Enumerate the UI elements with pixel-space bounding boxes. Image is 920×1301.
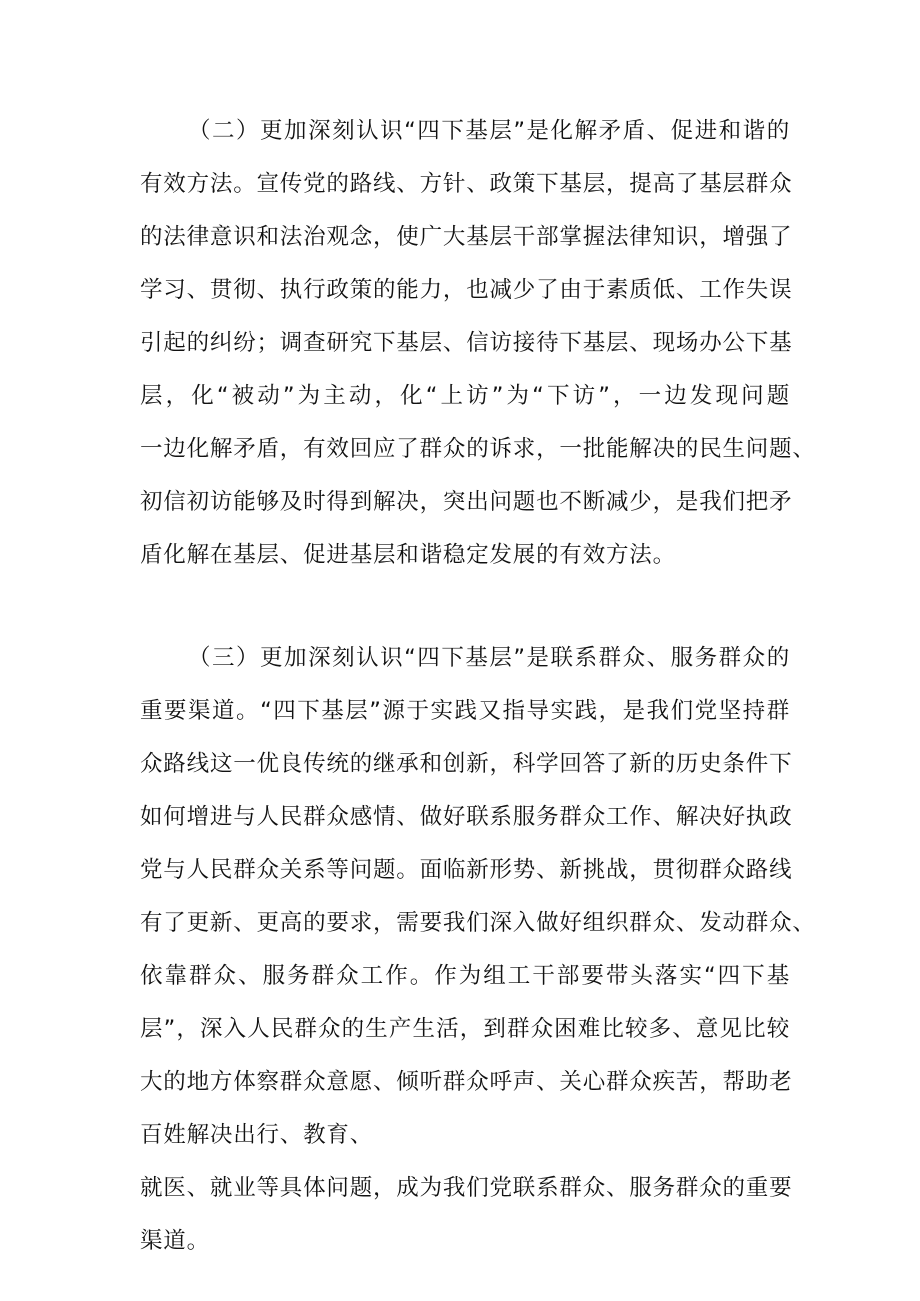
paragraph-line: 如何增进与人民群众感情、做好联系服务群众工作、解决好执政 bbox=[140, 804, 793, 830]
paragraph-line: 的法律意识和法治观念，使广大基层干部掌握法律知识，增强了 bbox=[140, 224, 793, 250]
paragraph-line: 盾化解在基层、促进基层和谐稳定发展的有效方法。 bbox=[140, 542, 676, 568]
paragraph-line: 有效方法。宣传党的路线、方针、政策下基层，提高了基层群众 bbox=[140, 171, 793, 197]
paragraph-line: 大的地方体察群众意愿、倾听群众呼声、关心群众疾苦，帮助老 bbox=[140, 1069, 793, 1095]
paragraph-line: 学习、贯彻、执行政策的能力，也减少了由于素质低、工作失误 bbox=[140, 277, 793, 303]
paragraph-line: （三）更加深刻认识“四下基层”是联系群众、服务群众的 bbox=[188, 645, 790, 671]
paragraph-line: 层”，深入人民群众的生产生活，到群众困难比较多、意见比较 bbox=[140, 1016, 790, 1042]
paragraph-line: 有了更新、更高的要求，需要我们深入做好组织群众、发动群众、 bbox=[140, 910, 816, 936]
paragraph-line: 一边化解矛盾，有效回应了群众的诉求，一批能解决的民生问题、 bbox=[140, 436, 816, 462]
paragraph-line: 层，化“被动”为主动，化“上访”为“下访”，一边发现问题 bbox=[140, 383, 790, 409]
paragraph-line: 重要渠道。“四下基层”源于实践又指导实践，是我们党坚持群 bbox=[140, 698, 790, 724]
paragraph-line: 众路线这一优良传统的继承和创新，科学回答了新的历史条件下 bbox=[140, 751, 793, 777]
paragraph-line: （二）更加深刻认识“四下基层”是化解矛盾、促进和谐的 bbox=[188, 118, 790, 144]
paragraph-line: 就医、就业等具体问题，成为我们党联系群众、服务群众的重要 bbox=[140, 1175, 793, 1201]
paragraph-line: 渠道。 bbox=[140, 1228, 210, 1254]
paragraph-line: 引起的纠纷；调查研究下基层、信访接待下基层、现场办公下基 bbox=[140, 330, 793, 356]
paragraph-line: 党与人民群众关系等问题。面临新形势、新挑战，贯彻群众路线 bbox=[140, 857, 793, 883]
paragraph-line: 依靠群众、服务群众工作。作为组工干部要带头落实“四下基 bbox=[140, 963, 790, 989]
paragraph-line: 百姓解决出行、教育、 bbox=[140, 1122, 374, 1148]
paragraph-line: 初信初访能够及时得到解决，突出问题也不断减少，是我们把矛 bbox=[140, 489, 793, 515]
